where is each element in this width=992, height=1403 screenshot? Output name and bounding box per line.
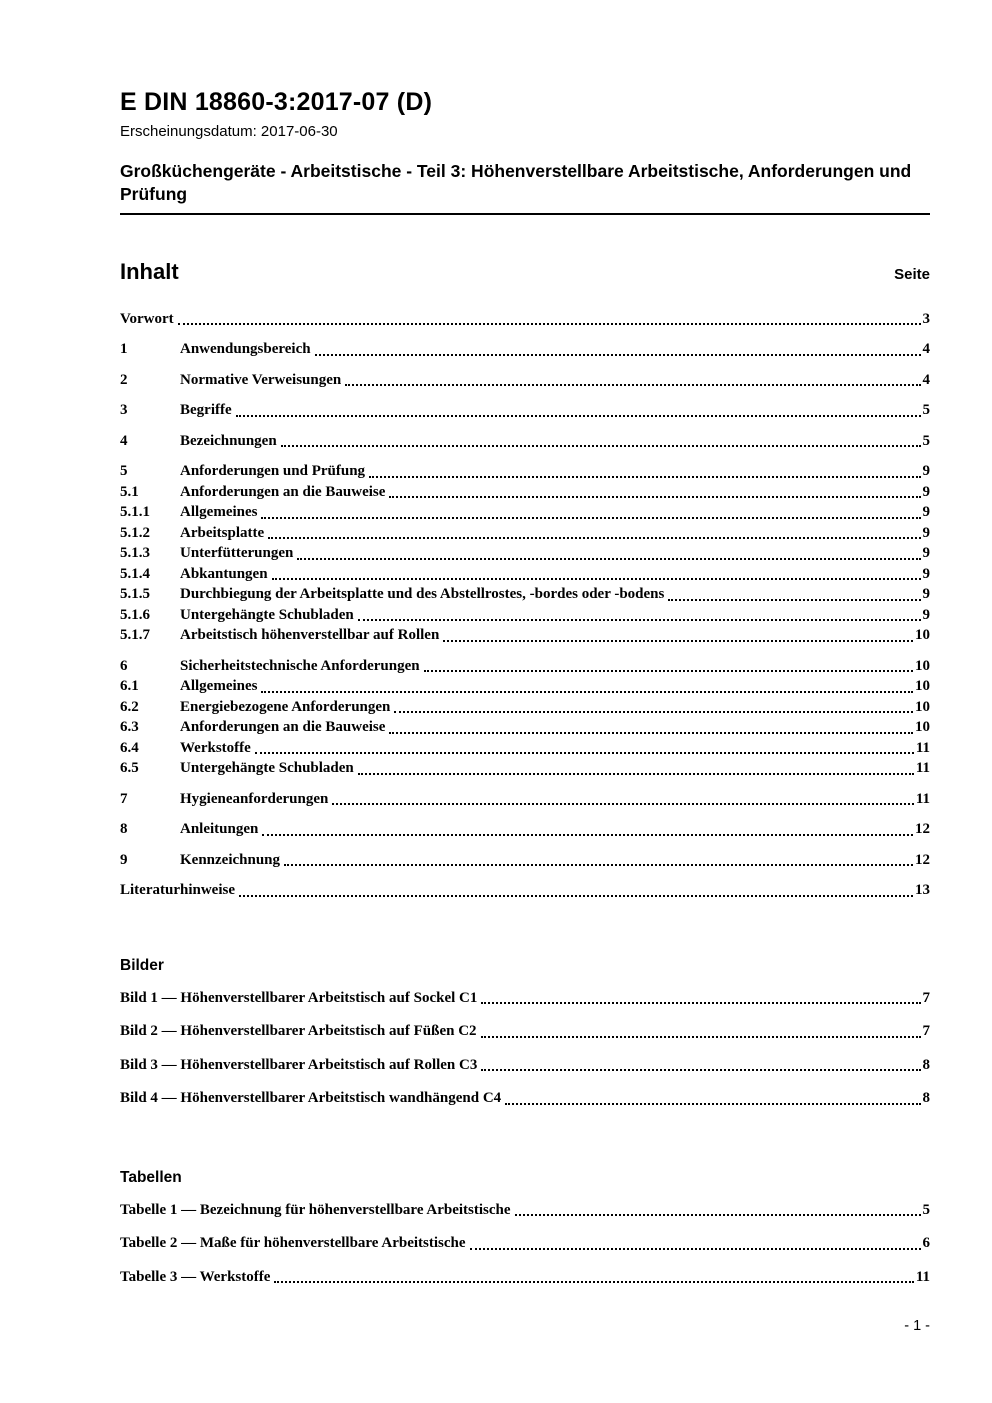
toc-entry-page: 9 [922, 504, 930, 521]
toc-entry-number: 6.1 [120, 678, 139, 695]
leader-dots [236, 415, 921, 417]
leader-dots [358, 773, 914, 775]
toc-entry[interactable] [120, 543, 930, 564]
toc-entry-number: 5.1.2 [120, 524, 150, 541]
toc-entry-number: 9 [120, 851, 128, 868]
toc-entry-title: Hygieneanforderungen [180, 790, 329, 807]
toc-entry[interactable] [120, 758, 930, 779]
leader-dots [443, 640, 913, 642]
toc-list [120, 309, 930, 901]
leader-dots [481, 1036, 921, 1038]
leader-dots [394, 711, 913, 713]
leader-dots [297, 558, 920, 560]
toc-entry-number: 5 [120, 463, 128, 480]
toc-entry-title: Literaturhinweise [120, 882, 235, 899]
leader-dots [284, 864, 913, 866]
tables-list [120, 1200, 930, 1288]
toc-entry[interactable] [120, 339, 930, 360]
toc-entry-page: 9 [922, 606, 930, 623]
toc-entry-page: 12 [915, 851, 930, 868]
toc-entry-number: 8 [120, 821, 128, 838]
doc-number: E DIN 18860-3:2017-07 (D) [120, 88, 433, 116]
leader-dots [358, 619, 921, 621]
toc-entry-page: 11 [915, 739, 930, 756]
figure-entry[interactable] [120, 988, 930, 1009]
toc-entry-page: 11 [915, 760, 930, 777]
leader-dots [315, 354, 921, 356]
toc-entry-number: 5.1.3 [120, 545, 150, 562]
toc-entry-title: Unterfütterungen [180, 545, 294, 562]
toc-entry[interactable] [120, 502, 930, 523]
leader-dots [515, 1214, 921, 1216]
leader-dots [272, 578, 921, 580]
toc-heading: Inhalt [120, 258, 179, 284]
toc-entry-title: Allgemeines [180, 678, 258, 695]
toc-entry-page: 9 [922, 524, 930, 541]
toc-entry-page: 10 [915, 719, 930, 736]
toc-entry-title: Sicherheitstechnische Anforderungen [180, 657, 420, 674]
toc-entry-title: Anleitungen [180, 821, 259, 838]
toc-entry[interactable] [120, 880, 930, 901]
toc-entry[interactable] [120, 564, 930, 585]
toc-entry[interactable] [120, 482, 930, 503]
figure-entry-title: Bild 4 — Höhenverstellbarer Arbeitstisch wandhängend C4 [120, 1090, 502, 1107]
figure-entry[interactable] [120, 1021, 930, 1042]
toc-entry-title: Vorwort [120, 310, 174, 327]
toc-entry[interactable] [120, 656, 930, 677]
toc-entry-page: 9 [922, 483, 930, 500]
leader-dots [668, 599, 920, 601]
toc-entry-page: 3 [922, 310, 930, 327]
table-entry-title: Tabelle 1 — Bezeichnung für höhenverstellbare Arbeitstische [120, 1201, 511, 1218]
leader-dots [255, 752, 914, 754]
toc-entry-page: 9 [922, 586, 930, 603]
leader-dots [178, 323, 921, 325]
toc-entry-title: Kennzeichnung [180, 851, 281, 868]
figure-entry[interactable] [120, 1055, 930, 1076]
table-entry-title: Tabelle 2 — Maße für höhenverstellbare Arbeitstische [120, 1235, 466, 1252]
leader-dots [274, 1281, 913, 1283]
table-entry-page: 5 [922, 1201, 930, 1218]
toc-entry-title: Allgemeines [180, 504, 258, 521]
toc-entry-title: Anwendungsbereich [180, 341, 311, 358]
table-entry[interactable] [120, 1233, 930, 1254]
document-header [120, 88, 930, 215]
toc-entry-title: Abkantungen [180, 565, 268, 582]
leader-dots [262, 834, 913, 836]
table-entry-page: 11 [915, 1268, 930, 1285]
toc-entry-page: 9 [922, 463, 930, 480]
leader-dots [268, 537, 920, 539]
toc-entry[interactable] [120, 625, 930, 646]
figure-entry-page: 8 [922, 1090, 930, 1107]
table-entry-title: Tabelle 3 — Werkstoffe [120, 1268, 271, 1285]
figure-entry-page: 8 [922, 1056, 930, 1073]
toc-entry-page: 9 [922, 545, 930, 562]
toc-entry-title: Werkstoffe [180, 739, 251, 756]
leader-dots [369, 476, 920, 478]
toc-entry[interactable] [120, 431, 930, 452]
toc-entry[interactable] [120, 605, 930, 626]
toc-entry-number: 4 [120, 432, 128, 449]
toc-entry-title: Untergehängte Schubladen [180, 606, 354, 623]
toc-entry-page: 10 [915, 627, 930, 644]
toc-entry-number: 6.5 [120, 760, 139, 777]
toc-entry-number: 6.4 [120, 739, 139, 756]
toc-entry-number: 5.1.7 [120, 627, 150, 644]
toc-entry[interactable] [120, 676, 930, 697]
leader-dots [424, 670, 913, 672]
toc-entry-title: Untergehängte Schubladen [180, 760, 354, 777]
toc-entry-number: 7 [120, 790, 128, 807]
leader-dots [261, 691, 913, 693]
toc-entry-page: 5 [922, 432, 930, 449]
toc-entry[interactable] [120, 309, 930, 330]
table-entry[interactable] [120, 1267, 930, 1288]
toc-entry[interactable] [120, 523, 930, 544]
toc-entry-title: Arbeitstisch höhenverstellbar auf Rollen [180, 627, 440, 644]
toc-entry-page: 10 [915, 698, 930, 715]
figure-entry-title: Bild 2 — Höhenverstellbarer Arbeitstisch auf Füßen C2 [120, 1023, 477, 1040]
toc-entry-page: 5 [922, 402, 930, 419]
leader-dots [481, 1069, 920, 1071]
toc-header [120, 259, 930, 285]
leader-dots [239, 895, 913, 897]
leader-dots [332, 803, 913, 805]
leader-dots [345, 384, 920, 386]
toc-entry-number: 5.1.4 [120, 565, 150, 582]
toc-entry-title: Anforderungen an die Bauweise [180, 483, 386, 500]
leader-dots [281, 445, 921, 447]
toc-entry-number: 5.1 [120, 483, 139, 500]
toc-entry-page: 10 [915, 657, 930, 674]
tables-heading: Tabellen [120, 1168, 182, 1186]
toc-entry-title: Energiebezogene Anforderungen [180, 698, 391, 715]
toc-entry[interactable] [120, 850, 930, 871]
page-column-label: Seite [894, 265, 930, 283]
table-entry[interactable] [120, 1200, 930, 1221]
figures-heading: Bilder [120, 956, 164, 974]
figure-entry-page: 7 [922, 989, 930, 1006]
toc-entry-page: 10 [915, 678, 930, 695]
toc-entry-title: Anforderungen und Prüfung [180, 463, 366, 480]
toc-entry-page: 13 [915, 882, 930, 899]
toc-entry-number: 1 [120, 341, 128, 358]
toc-entry-title: Anforderungen an die Bauweise [180, 719, 386, 736]
figure-entry-page: 7 [922, 1023, 930, 1040]
figures-list [120, 988, 930, 1109]
toc-entry[interactable] [120, 819, 930, 840]
toc-entry[interactable] [120, 584, 930, 605]
figure-entry[interactable] [120, 1088, 930, 1109]
figure-entry-title: Bild 3 — Höhenverstellbarer Arbeitstisch auf Rollen C3 [120, 1056, 478, 1073]
toc-entry-page: 9 [922, 565, 930, 582]
toc-entry-number: 5.1.5 [120, 586, 150, 603]
leader-dots [481, 1002, 920, 1004]
toc-entry-number: 6 [120, 657, 128, 674]
toc-entry[interactable] [120, 400, 930, 421]
toc-entry-title: Normative Verweisungen [180, 371, 342, 388]
leader-dots [470, 1248, 921, 1250]
toc-entry-number: 5.1.6 [120, 606, 150, 623]
toc-entry[interactable] [120, 738, 930, 759]
leader-dots [389, 496, 920, 498]
leader-dots [389, 732, 913, 734]
toc-entry-title: Bezeichnungen [180, 432, 277, 449]
doc-title: Großküchengeräte - Arbeitstische - Teil 3: Höhenverstellbare Arbeitstische, Anforderungen und Prüfung [120, 160, 930, 215]
toc-entry-number: 6.2 [120, 698, 139, 715]
toc-entry-title: Durchbiegung der Arbeitsplatte und des Abstellrostes, -bordes oder -bodens [180, 586, 665, 603]
figure-entry-title: Bild 1 — Höhenverstellbarer Arbeitstisch auf Sockel C1 [120, 989, 478, 1006]
toc-entry[interactable] [120, 461, 930, 482]
toc-entry-number: 5.1.1 [120, 504, 150, 521]
toc-entry-number: 6.3 [120, 719, 139, 736]
leader-dots [261, 517, 920, 519]
toc-entry[interactable] [120, 789, 930, 810]
toc-entry-number: 3 [120, 402, 128, 419]
toc-entry[interactable] [120, 717, 930, 738]
toc-entry-title: Begriffe [180, 402, 232, 419]
toc-entry-title: Arbeitsplatte [180, 524, 265, 541]
toc-entry-page: 4 [922, 341, 930, 358]
table-entry-page: 6 [922, 1235, 930, 1252]
toc-entry[interactable] [120, 370, 930, 391]
toc-entry-page: 12 [915, 821, 930, 838]
page-number: - 1 - [904, 1318, 930, 1334]
toc-entry-page: 4 [922, 371, 930, 388]
toc-entry-page: 11 [915, 790, 930, 807]
toc-entry[interactable] [120, 697, 930, 718]
leader-dots [505, 1103, 920, 1105]
toc-entry-number: 2 [120, 371, 128, 388]
release-date: Erscheinungsdatum: 2017-06-30 [120, 122, 338, 140]
